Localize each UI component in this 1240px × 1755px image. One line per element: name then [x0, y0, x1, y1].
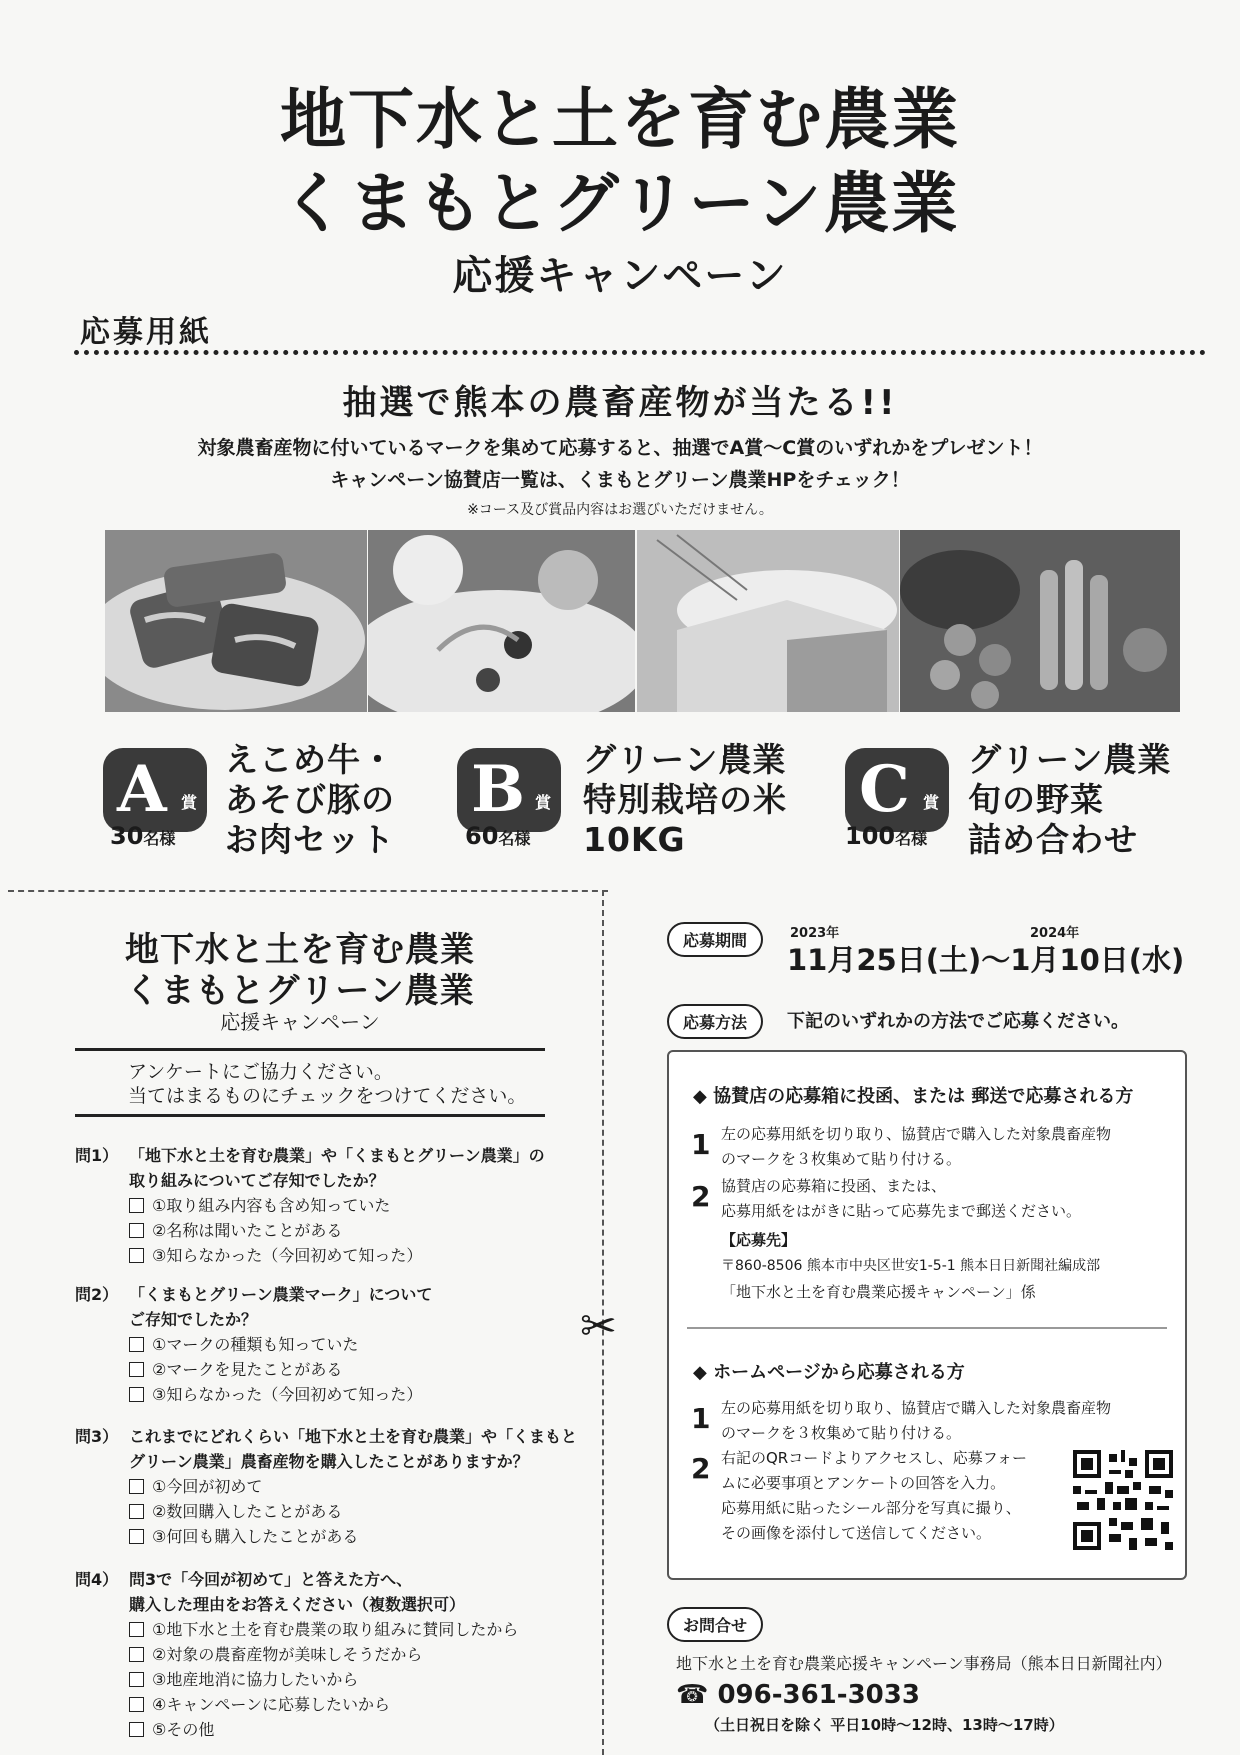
prize-b-name: グリーン農業 特別栽培の米 10KG: [583, 740, 787, 859]
q3-option-2[interactable]: ②数回購入したことがある: [129, 1499, 577, 1524]
cut-line-top: [8, 890, 608, 892]
method-intro: 下記のいずれかの方法でご応募ください。: [787, 1011, 1129, 1032]
q4-option-2[interactable]: ②対象の農畜産物が美味しそうだから: [129, 1642, 518, 1667]
dotted-divider: [74, 350, 1206, 355]
intro-line1: 対象農畜産物に付いているマークを集めて応募すると、抽選でA賞～C賞のいずれかをプレゼント！: [197, 437, 1043, 459]
prize-a-badge: A 賞: [103, 748, 207, 832]
prize-a-winners: 30名様: [110, 822, 176, 850]
checkbox[interactable]: [129, 1362, 144, 1377]
title-line1: 地下水と土を育む農業: [280, 81, 960, 158]
prize-b-winners: 60名様: [465, 822, 531, 850]
form-title1: 地下水と土を育む農業: [125, 930, 475, 970]
meat-photo: [105, 530, 367, 712]
prize-c-badge: C 賞: [845, 748, 949, 832]
qr-code-icon[interactable]: [1073, 1450, 1173, 1550]
checkbox[interactable]: [129, 1647, 144, 1662]
method-divider: [687, 1327, 1167, 1329]
method-section1-title: ◆ 協賛店の応募箱に投函、または 郵送で応募される方: [693, 1086, 1134, 1107]
checkbox[interactable]: [129, 1697, 144, 1712]
address-to: 「地下水と土を育む農業応援キャンペーン」係: [721, 1283, 1036, 1301]
headline: 抽選で熊本の農畜産物が当たる!!: [342, 383, 898, 423]
prize-c-name: グリーン農業 旬の野菜 詰め合わせ: [968, 740, 1172, 859]
period-label: 応募期間: [667, 922, 763, 957]
checkbox[interactable]: [129, 1504, 144, 1519]
q4-option-1[interactable]: ①地下水と土を育む農業の取り組みに賛同したから: [129, 1617, 518, 1642]
question-4: 問4） 問3で「今回が初めて」と答えた方へ、 購入した理由をお答えください（複数選択可） ①地下水と土を育む農業の取り組みに賛同したから ②対象の農畜産物が美味しそうだから ③地産地消に協力したいから ④キャンペーンに応募したいから ⑤その他: [75, 1567, 518, 1742]
survey-rule-top: [75, 1048, 545, 1051]
method-label: 応募方法: [667, 1004, 763, 1039]
title-line3: 応援キャンペーン: [452, 253, 788, 299]
s2-step-1-text: 左の応募用紙を切り取り、協賛店で購入した対象農畜産物 のマークを３枚集めて貼り付ける。: [721, 1399, 1112, 1442]
address-label: 【応募先】: [721, 1231, 797, 1249]
prize-photo-row: [105, 530, 1180, 712]
period-year-end: 2024年: [1030, 926, 1080, 941]
checkbox[interactable]: [129, 1622, 144, 1637]
s1-step-2-text: 協賛店の応募箱に投函、または、 応募用紙をはがきに貼って応募先まで郵送ください。: [721, 1177, 1082, 1220]
question-3: 問3） これまでにどれくらい「地下水と土を育む農業」や「くまもと グリーン農業」農畜産物を購入したことがありますか？ ①今回が初めて ②数回購入したことがある ③何回も購入したことがある: [75, 1424, 577, 1549]
checkbox[interactable]: [129, 1248, 144, 1263]
q4-option-3[interactable]: ③地産地消に協力したいから: [129, 1667, 518, 1692]
rice-photo: [637, 530, 899, 712]
form-title3: 応援キャンペーン: [220, 1010, 380, 1034]
survey-rule-bottom: [75, 1114, 545, 1117]
prize-a-name: えこめ牛・ あそび豚の お肉セット: [225, 740, 395, 859]
q3-option-3[interactable]: ③何回も購入したことがある: [129, 1524, 577, 1549]
contact-phone[interactable]: ☎ 096-361-3033: [676, 1680, 920, 1710]
s1-step-2-number: 2: [691, 1180, 711, 1213]
q1-option-1[interactable]: ①取り組み内容も含め知っていた: [129, 1193, 545, 1218]
question-2: 問2） 「くまもとグリーン農業マーク」について ご存知でしたか？ ①マークの種類も知っていた ②マークを見たことがある ③知らなかった（今回初めて知った）: [75, 1282, 432, 1407]
intro-note: ※コース及び賞品内容はお選びいただけません。: [467, 502, 773, 518]
checkbox[interactable]: [129, 1223, 144, 1238]
title-line2: くまもとグリーン農業: [280, 165, 960, 242]
checkbox[interactable]: [129, 1479, 144, 1494]
method-section2-title: ◆ ホームページから応募される方: [693, 1362, 965, 1383]
q4-option-4[interactable]: ④キャンペーンに応募したいから: [129, 1692, 518, 1717]
q2-option-2[interactable]: ②マークを見たことがある: [129, 1357, 432, 1382]
s1-step-1-number: 1: [691, 1128, 711, 1161]
q4-option-5[interactable]: ⑤その他: [129, 1717, 518, 1742]
q3-option-1[interactable]: ①今回が初めて: [129, 1474, 577, 1499]
q2-option-1[interactable]: ①マークの種類も知っていた: [129, 1332, 432, 1357]
intro-line2: キャンペーン協賛店一覧は、くまもとグリーン農業HPをチェック！: [330, 469, 910, 491]
address: 〒860-8506 熊本市中央区世安1-5-1 熊本日日新聞社編成部: [721, 1258, 1101, 1274]
form-label: 応募用紙: [80, 315, 212, 350]
q2-option-3[interactable]: ③知らなかった（今回初めて知った）: [129, 1382, 432, 1407]
checkbox[interactable]: [129, 1387, 144, 1402]
scissors-icon: ✂: [580, 1301, 617, 1352]
form-title2: くまもとグリーン農業: [125, 971, 475, 1011]
checkbox[interactable]: [129, 1529, 144, 1544]
s2-step-2-text: 右記のQRコードよりアクセスし、応募フォー ムに必要事項とアンケートの回答を入力。 応募用紙に貼ったシール部分を写真に撮り、 その画像を添付して送信してください。: [721, 1449, 1028, 1542]
survey-intro: アンケートにご協力ください。 当てはまるものにチェックをつけてください。: [128, 1061, 527, 1107]
period-year-start: 2023年: [790, 926, 840, 941]
period-dates: 11月25日(土)～1月10日(水): [787, 943, 1185, 977]
s1-step-1-text: 左の応募用紙を切り取り、協賛店で購入した対象農畜産物 のマークを３枚集めて貼り付ける。: [721, 1125, 1112, 1168]
checkbox[interactable]: [129, 1198, 144, 1213]
method-box: [667, 1050, 1187, 1580]
q1-option-2[interactable]: ②名称は聞いたことがある: [129, 1218, 545, 1243]
question-1: 問1） 「地下水と土を育む農業」や「くまもとグリーン農業」の 取り組みについてご存知でしたか？ ①取り組み内容も含め知っていた ②名称は聞いたことがある ③知らなかった（今回初めて知った）: [75, 1143, 545, 1268]
s2-step-1-number: 1: [691, 1402, 711, 1435]
contact-hours: （土日祝日を除く 平日10時～12時、13時～17時）: [705, 1716, 1064, 1734]
s2-step-2-number: 2: [691, 1452, 711, 1485]
pork-shabu-photo: [368, 530, 635, 712]
checkbox[interactable]: [129, 1672, 144, 1687]
checkbox[interactable]: [129, 1722, 144, 1737]
contact-label: お問合せ: [667, 1607, 763, 1642]
checkbox[interactable]: [129, 1337, 144, 1352]
contact-office: 地下水と土を育む農業応援キャンペーン事務局（熊本日日新聞社内）: [676, 1654, 1172, 1673]
q1-option-3[interactable]: ③知らなかった（今回初めて知った）: [129, 1243, 545, 1268]
campaign-title: [0, 78, 1240, 306]
prize-c-winners: 100名様: [845, 822, 928, 850]
prize-b-badge: B 賞: [457, 748, 561, 832]
vegetables-photo: [900, 530, 1180, 712]
